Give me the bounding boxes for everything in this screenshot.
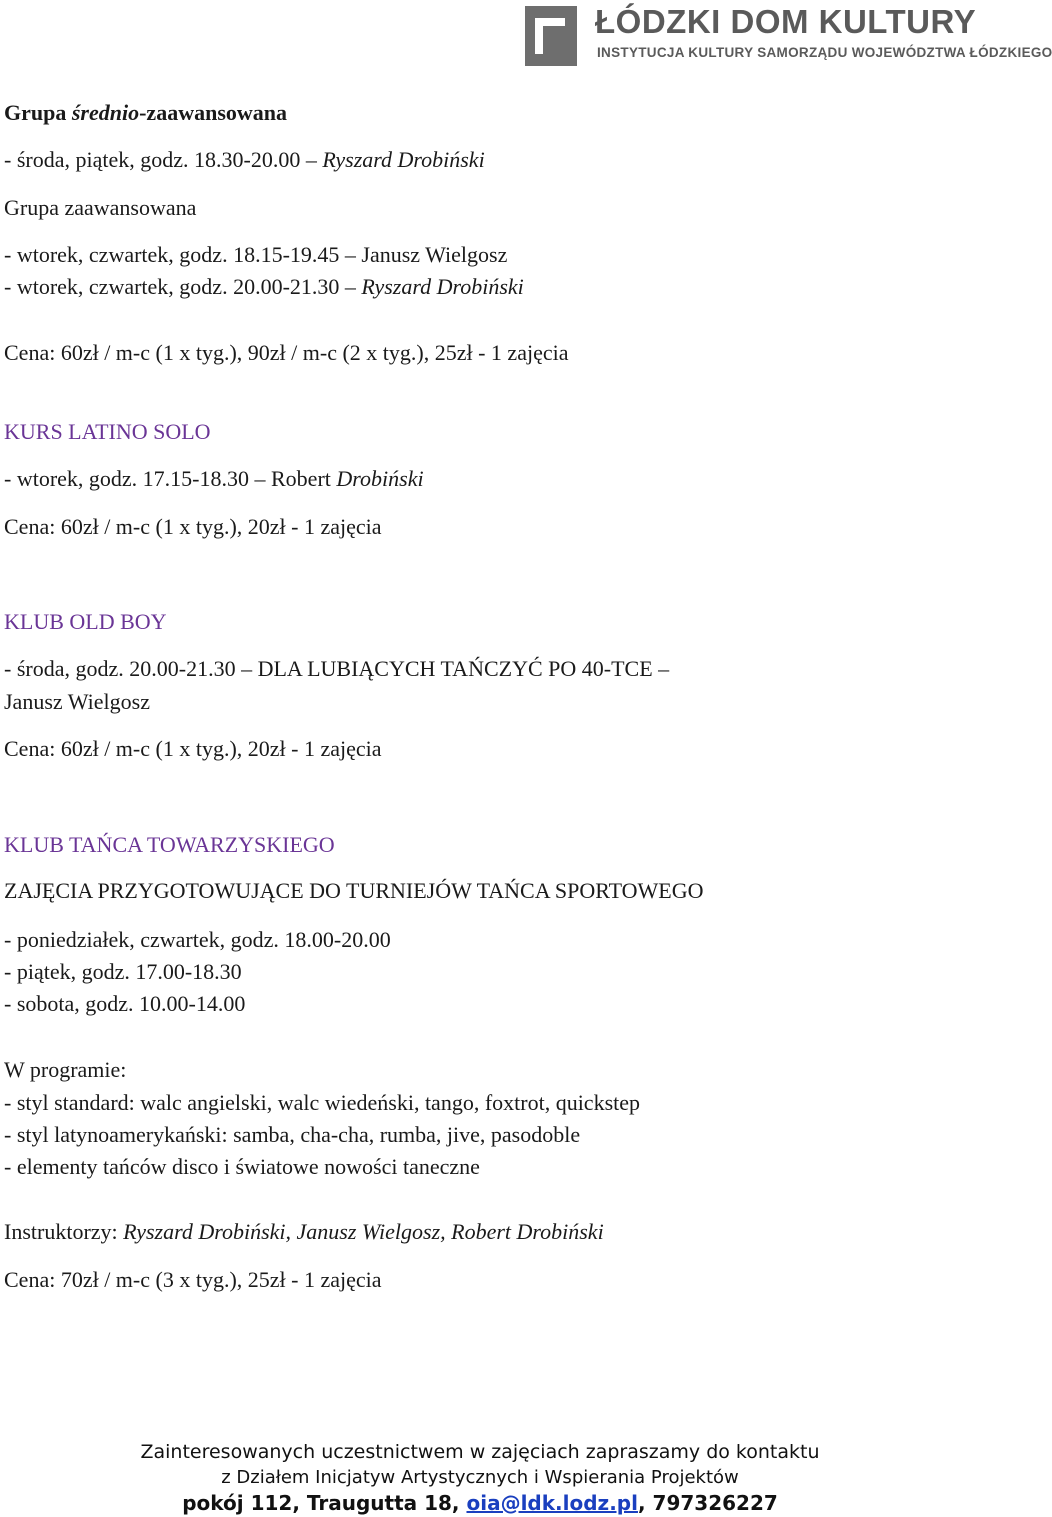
ldk-logo-mark-icon <box>525 6 577 66</box>
latino-title: KURS LATINO SOLO <box>4 419 211 444</box>
intermediate-schedule: - środa, piątek, godz. 18.30-20.00 – Ryszard Drobiński <box>4 147 485 172</box>
footer-line-1: Zainteresowanych uczestnictwem w zajęciach zapraszamy do kontaktu <box>140 1441 820 1463</box>
logo-title: ŁÓDZKI DOM KULTURY <box>595 3 977 40</box>
latino-price: Cena: 60zł / m-c (1 x tyg.), 20zł - 1 zajęcia <box>4 514 382 539</box>
advanced-price: Cena: 60zł / m-c (1 x tyg.), 90zł / m-c (2 x tyg.), 25zł - 1 zajęcia <box>4 340 569 365</box>
old-boy-schedule: - środa, godz. 20.00-21.30 – DLA LUBIĄCYCH TAŃCZYĆ PO 40-TCE – <box>4 656 670 681</box>
program-item-3: - elementy tańców disco i światowe nowości taneczne <box>4 1154 480 1179</box>
advanced-schedule-2: - wtorek, czwartek, godz. 20.00-21.30 – Ryszard Drobiński <box>4 274 524 299</box>
email-link[interactable]: oia@ldk.lodz.pl <box>466 1491 638 1515</box>
ballroom-schedule-1: - poniedziałek, czwartek, godz. 18.00-20.00 <box>4 927 391 952</box>
program-item-1: - styl standard: walc angielski, walc wiedeński, tango, foxtrot, quickstep <box>4 1090 641 1115</box>
old-boy-title: KLUB OLD BOY <box>4 609 167 634</box>
ballroom-subtitle: ZAJĘCIA PRZYGOTOWUJĄCE DO TURNIEJÓW TAŃCA SPORTOWEGO <box>4 878 704 903</box>
ballroom-instructors: Instruktorzy: Ryszard Drobiński, Janusz Wielgosz, Robert Drobiński <box>4 1219 604 1244</box>
footer-line-2: z Działem Inicjatyw Artystycznych i Wspierania Projektów <box>221 1467 739 1488</box>
program-heading: W programie: <box>4 1057 127 1082</box>
advanced-heading: Grupa zaawansowana <box>4 195 197 220</box>
logo-subtitle: INSTYTUCJA KULTURY SAMORZĄDU WOJEWÓDZTWA ŁÓDZKIEGO <box>597 45 1052 60</box>
footer-contact: pokój 112, Traugutta 18, oia@ldk.lodz.pl, 797326227 <box>182 1491 778 1515</box>
ballroom-schedule-2: - piątek, godz. 17.00-18.30 <box>4 959 242 984</box>
ballroom-price: Cena: 70zł / m-c (3 x tyg.), 25zł - 1 zajęcia <box>4 1267 382 1292</box>
ldk-logo <box>525 0 1052 72</box>
old-boy-instructor: Janusz Wielgosz <box>4 689 150 714</box>
old-boy-price: Cena: 60zł / m-c (1 x tyg.), 20zł - 1 zajęcia <box>4 736 382 761</box>
ballroom-schedule-3: - sobota, godz. 10.00-14.00 <box>4 991 246 1016</box>
program-item-2: - styl latynoamerykański: samba, cha-cha, rumba, jive, pasodoble <box>4 1122 581 1147</box>
latino-schedule: - wtorek, godz. 17.15-18.30 – Robert Drobiński <box>4 466 424 491</box>
ballroom-title: KLUB TAŃCA TOWARZYSKIEGO <box>4 832 335 857</box>
intermediate-heading: Grupa średnio-zaawansowana <box>4 100 288 125</box>
advanced-schedule-1: - wtorek, czwartek, godz. 18.15-19.45 – Janusz Wielgosz <box>4 242 508 267</box>
